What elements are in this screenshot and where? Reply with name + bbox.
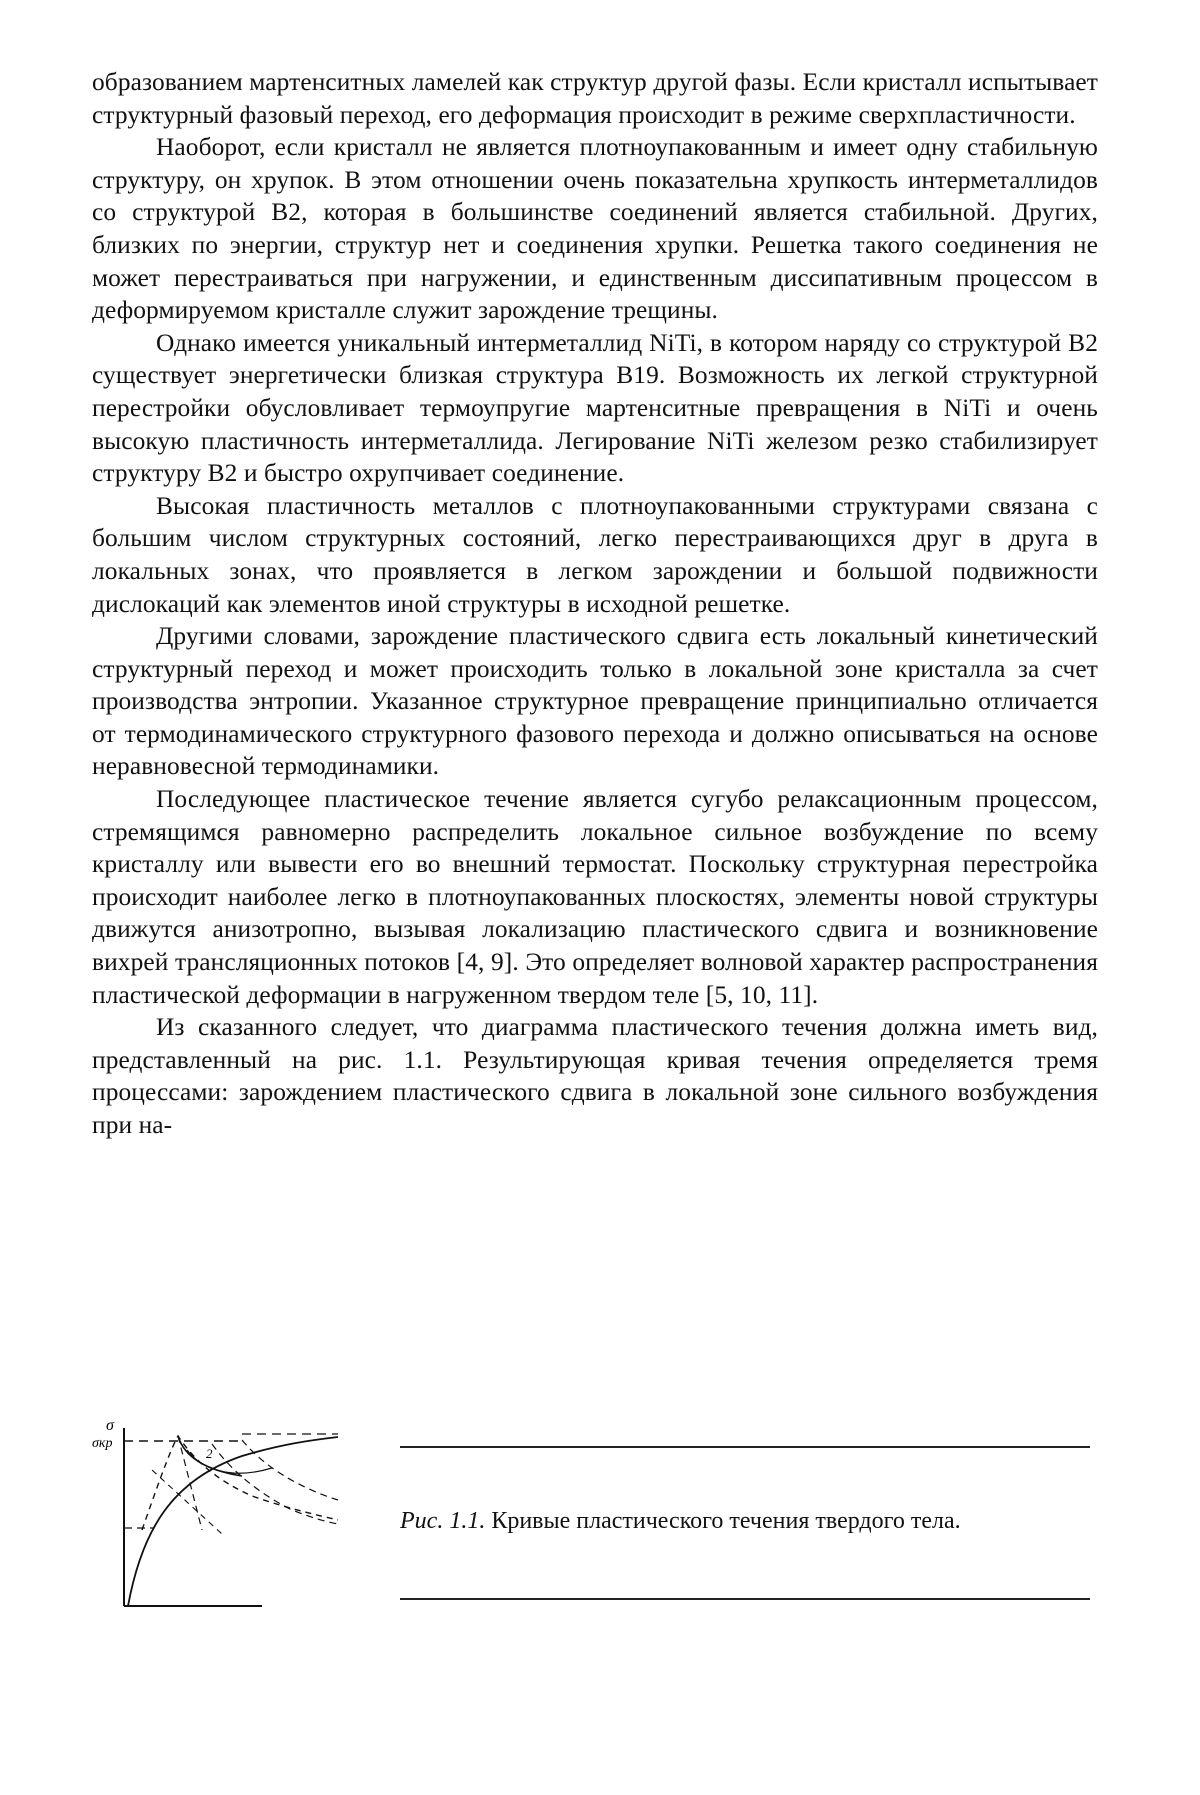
paragraph: образованием мартенситных ламелей как структур другой фазы. Если кристалл испытывает структурный фазовый переход, его деформация происходит в режиме сверхпластичности.: [92, 68, 1098, 129]
relaxation-curve-1: [212, 1444, 338, 1524]
vertical-guide: [152, 1470, 222, 1534]
paragraph: Высокая пластичность металлов с плотноупакованными структурами связана с большим числом структурных состояний, легко перестраивающихся друг в друга в локальных зонах, что проявляется в легком зарождении и большой подвижности дислокаций как элементов иной структуры в исходной решетке.: [92, 491, 1098, 618]
resulting-flow-curve: [128, 1437, 338, 1606]
caption-rule-top: [400, 1446, 1090, 1448]
flow-curves-diagram: [92, 1410, 392, 1610]
paragraph: Другими словами, зарождение пластического сдвига есть локальный кинетический структурный переход и может происходить только в локальной зоне кристалла за счет производства энтропии. Указанное структурное превращение принципиально отличается от термодинамического структурного фазового перехода и должно описываться на основе неравновесной термодинамики.: [92, 622, 1098, 781]
vertical-guide: [178, 1436, 202, 1530]
caption-label: Рис. 1.1.: [400, 1508, 486, 1534]
paragraph: Последующее пластическое течение является сугубо релаксационным процессом, стремящимся равномерно распределить локальное сильное возбуждение по всему кристаллу или вывести его во внешний термостат. Поскольку структурная перестройка происходит наиболее легко в плотноупакованных плоскостях, элементы новой структуры движутся анизотропно, вызывая локализацию пластического сдвига и возникновение вихрей трансляционных потоков [4, 9]. Это определяет волновой характер распространения пластической деформации в нагруженном твердом теле [5, 10, 11].: [92, 785, 1098, 1009]
caption-rule-bottom: [400, 1598, 1090, 1600]
paragraph: Однако имеется уникальный интерметаллид NiTi, в котором наряду со структурой В2 существует энергетически близкая структура В19. Возможность их легкой структурной перестройки обусловливает термоупругие мартенситные превращения в NiTi и очень высокую пластичность интерметаллида. Легирование NiTi железом резко стабилизирует структуру В2 и быстро охрупчивает соединение.: [92, 328, 1098, 488]
sigma-critical-label: σкр: [92, 1436, 113, 1451]
curve-number-label: 2: [206, 1446, 213, 1461]
paragraph: Наоборот, если кристалл не является плотноупакованным и имеет одну стабильную структуру, он хрупок. В этом отношении очень показательна хрупкость интерметаллидов со структурой В2, которая в большинстве соединений является стабильной. Других, близких по энергии, структур нет и соединения хрупки. Решетка такого соединения не может перестраиваться при нагружении, и единственным диссипативным процессом в деформируемом кристалле служит зарождение трещины.: [92, 133, 1098, 325]
paragraph: Из сказанного следует, что диаграмма пластического течения должна иметь вид, представленный на рис. 1.1. Результирующая кривая течения определяется тремя процессами: зарождением пластического сдвига в локальной зоне сильного возбуждения при на-: [92, 1013, 1098, 1139]
caption-text: Кривые пластического течения твердого тела.: [485, 1508, 961, 1534]
figure-caption: [400, 1508, 961, 1535]
relaxation-curve-2: [242, 1440, 338, 1500]
figure-1-1: [92, 1410, 1102, 1610]
body-text: [92, 66, 1098, 1142]
sigma-axis-label: σ: [106, 1417, 114, 1434]
